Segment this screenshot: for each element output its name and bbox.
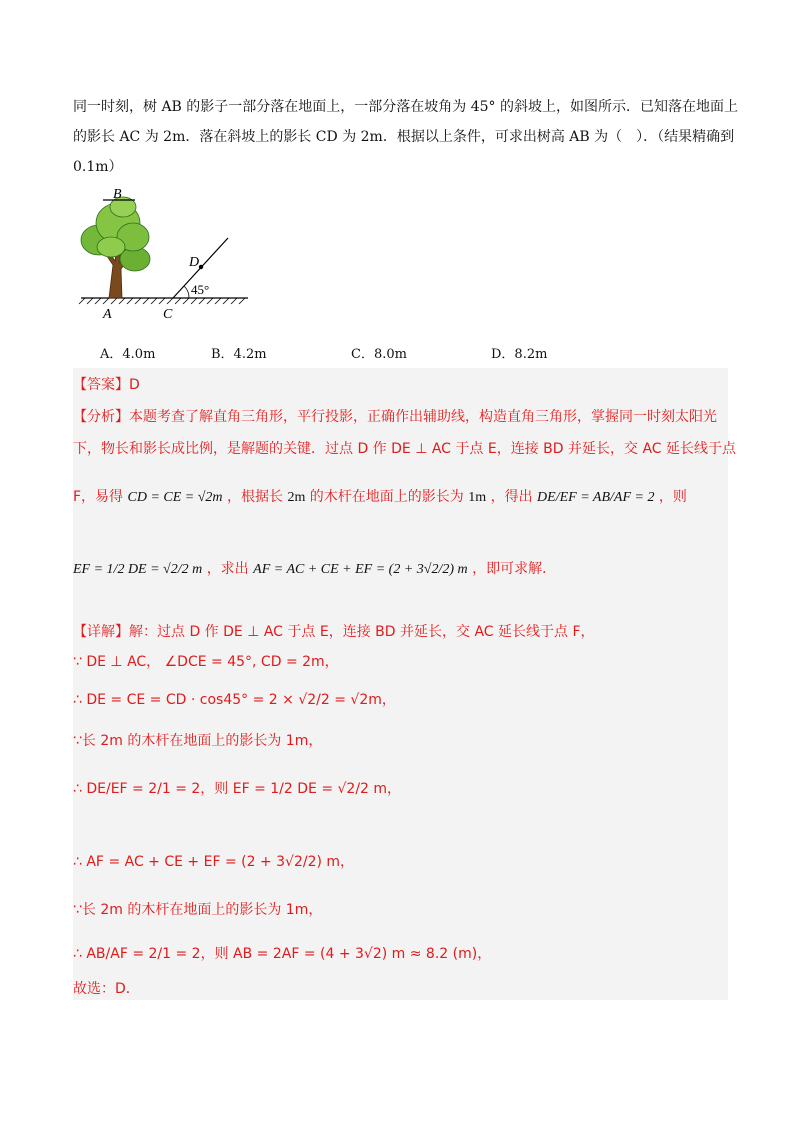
- detail-tag: 【详解】: [73, 624, 129, 640]
- answer-value: D: [129, 377, 140, 393]
- tree-slope-figure: [73, 185, 263, 330]
- label-a: A: [103, 307, 112, 322]
- detail-line-3: ∴ DE = CE = CD · cos45° = 2 × √2/2 = √2m，: [73, 692, 396, 708]
- math-ef: EF = 1/2 DE = √2/2 m: [73, 562, 203, 577]
- detail-line-5: ∴ DE/EF = 2/1 = 2，则 EF = 1/2 DE = √2/2 m，: [73, 781, 402, 797]
- option-a[interactable]: A．4.0m: [100, 347, 156, 362]
- label-d: D: [189, 255, 200, 270]
- answer-line: [73, 374, 140, 394]
- angle-label: 45°: [191, 282, 210, 297]
- analysis-line-2: 下，物长和影长成比例，是解题的关键．过点 D 作 DE ⊥ AC 于点 E，连接 BD 并延长，交 AC 延长线于点: [73, 441, 736, 457]
- detail-line-1: 【详解】解：过点 D 作 DE ⊥ AC 于点 E，连接 BD 并延长，交 AC 延长线于点 F，: [73, 624, 595, 640]
- question-line-1: 同一时刻，树 AB 的影子一部分落在地面上，一部分落在坡角为 45° 的斜坡上，如图所示．已知落在地面上: [73, 99, 739, 115]
- detail-line-6: ∴ AF = AC + CE + EF = (2 + 3√2/2) m，: [73, 854, 355, 870]
- question-line-3: 0.1m）: [73, 159, 123, 175]
- analysis-line-4: EF = 1/2 DE = √2/2 m ，求出 AF = AC + CE + EF = (2 + 3√2/2) m ，即可求解．: [73, 561, 557, 577]
- option-b[interactable]: B．4.2m: [211, 347, 267, 362]
- detail-line-7: ∵长 2m 的木杆在地面上的影长为 1m，: [73, 902, 323, 918]
- math-af: AF = AC + CE + EF = (2 + 3√2/2) m: [253, 562, 468, 577]
- label-b: B: [113, 187, 122, 202]
- detail-line-4: ∵长 2m 的木杆在地面上的影长为 1m，: [73, 733, 323, 749]
- math-cd-ce: CD = CE = √2m: [127, 490, 223, 505]
- math-ratio: DE/EF = AB/AF = 2: [537, 490, 655, 505]
- detail-line-9: 故选：D．: [73, 981, 140, 997]
- analysis-tag: 【分析】: [73, 409, 129, 425]
- option-c[interactable]: C．8.0m: [351, 347, 407, 362]
- answer-tag: 【答案】: [73, 377, 129, 393]
- analysis-line-3: F，易得 CD = CE = √2m ，根据长 2m 的木杆在地面上的影长为 1m ，得出 DE/EF = AB/AF = 2 ，则: [73, 489, 687, 505]
- solution-panel: [73, 368, 736, 1000]
- question-line-2: 的影长 AC 为 2m．落在斜坡上的影长 CD 为 2m．根据以上条件，可求出树高 AB 为（ ）．（结果精确到: [73, 129, 735, 145]
- option-d[interactable]: D．8.2m: [491, 347, 548, 362]
- label-c: C: [163, 307, 173, 322]
- detail-line-8: ∴ AB/AF = 2/1 = 2，则 AB = 2AF = (4 + 3√2) m ≈ 8.2 (m)，: [73, 946, 492, 962]
- analysis-line-1: 【分析】本题考查了解直角三角形，平行投影，正确作出辅助线，构造直角三角形，掌握同一时刻太阳光: [73, 409, 717, 425]
- detail-line-2: ∵ DE ⊥ AC， ∠DCE = 45°, CD = 2m，: [73, 654, 339, 670]
